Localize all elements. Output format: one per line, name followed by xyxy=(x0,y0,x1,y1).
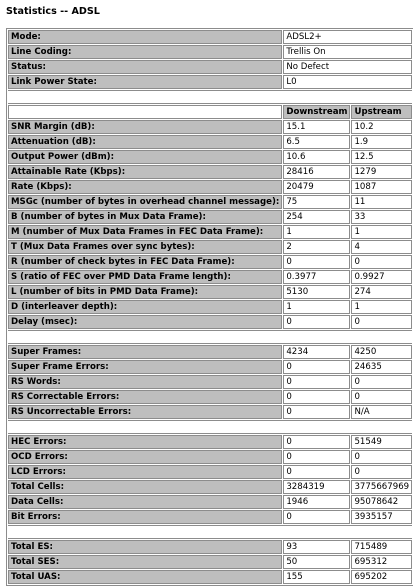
row-label: Bit Errors: xyxy=(8,510,282,524)
table-row xyxy=(8,165,412,179)
column-header-downstream: Downstream xyxy=(283,105,350,119)
table-row xyxy=(8,570,412,584)
row-label: RS Correctable Errors: xyxy=(8,390,282,404)
upstream-value: 1279 xyxy=(351,165,412,179)
downstream-value: 0.3977 xyxy=(283,270,350,284)
downstream-value: 0 xyxy=(283,255,350,269)
upstream-value: 0 xyxy=(351,375,412,389)
table-row xyxy=(8,45,412,59)
downstream-value: 155 xyxy=(283,570,350,584)
row-label: Super Frames: xyxy=(8,345,282,359)
row-label: Delay (msec): xyxy=(8,315,282,329)
row-label: Output Power (dBm): xyxy=(8,150,282,164)
row-label: T (Mux Data Frames over sync bytes): xyxy=(8,240,282,254)
downstream-value: 0 xyxy=(283,405,350,419)
upstream-value: 3775667969 xyxy=(351,480,412,494)
downstream-value: 0 xyxy=(283,360,350,374)
table-row xyxy=(8,285,412,299)
page-title: Statistics -- ADSL xyxy=(6,6,100,17)
table-row xyxy=(8,270,412,284)
status-value: L0 xyxy=(283,75,412,89)
upstream-value: 695312 xyxy=(351,555,412,569)
downstream-value: 75 xyxy=(283,195,350,209)
table-row xyxy=(8,315,412,329)
downstream-value: 0 xyxy=(283,450,350,464)
table-row xyxy=(8,180,412,194)
row-label: D (interleaver depth): xyxy=(8,300,282,314)
table-spacer xyxy=(8,525,412,539)
adsl-stats-table xyxy=(6,28,413,586)
upstream-value: 11 xyxy=(351,195,412,209)
upstream-value: 0.9927 xyxy=(351,270,412,284)
downstream-value: 28416 xyxy=(283,165,350,179)
downstream-value: 0 xyxy=(283,390,350,404)
downstream-value: 0 xyxy=(283,510,350,524)
downstream-value: 3284319 xyxy=(283,480,350,494)
upstream-value: 1 xyxy=(351,300,412,314)
row-label: Rate (Kbps): xyxy=(8,180,282,194)
upstream-value: 0 xyxy=(351,255,412,269)
table-row xyxy=(8,210,412,224)
upstream-value: 274 xyxy=(351,285,412,299)
status-value: ADSL2+ xyxy=(283,30,412,44)
row-label: LCD Errors: xyxy=(8,465,282,479)
downstream-value: 50 xyxy=(283,555,350,569)
upstream-value: 95078642 xyxy=(351,495,412,509)
upstream-value: 51549 xyxy=(351,435,412,449)
upstream-value: 4 xyxy=(351,240,412,254)
downstream-value: 10.6 xyxy=(283,150,350,164)
table-header-row xyxy=(8,105,412,119)
table-row xyxy=(8,360,412,374)
table-row xyxy=(8,555,412,569)
upstream-value: 0 xyxy=(351,450,412,464)
table-row xyxy=(8,120,412,134)
upstream-value: 4250 xyxy=(351,345,412,359)
row-label: Total UAS: xyxy=(8,570,282,584)
status-value: No Defect xyxy=(283,60,412,74)
table-row xyxy=(8,465,412,479)
table-row xyxy=(8,225,412,239)
status-label: Link Power State: xyxy=(8,75,282,89)
upstream-value: 715489 xyxy=(351,540,412,554)
downstream-value: 20479 xyxy=(283,180,350,194)
downstream-value: 0 xyxy=(283,315,350,329)
downstream-value: 4234 xyxy=(283,345,350,359)
row-label: HEC Errors: xyxy=(8,435,282,449)
downstream-value: 1 xyxy=(283,225,350,239)
status-label: Line Coding: xyxy=(8,45,282,59)
status-label: Mode: xyxy=(8,30,282,44)
table-row xyxy=(8,135,412,149)
table-row xyxy=(8,480,412,494)
downstream-value: 0 xyxy=(283,435,350,449)
table-row xyxy=(8,345,412,359)
upstream-value: 1087 xyxy=(351,180,412,194)
table-row xyxy=(8,450,412,464)
table-row xyxy=(8,495,412,509)
row-label: OCD Errors: xyxy=(8,450,282,464)
row-label: Attenuation (dB): xyxy=(8,135,282,149)
upstream-value: 33 xyxy=(351,210,412,224)
upstream-value: 0 xyxy=(351,465,412,479)
table-row xyxy=(8,150,412,164)
downstream-value: 2 xyxy=(283,240,350,254)
row-label: Total Cells: xyxy=(8,480,282,494)
upstream-value: 1 xyxy=(351,225,412,239)
table-row xyxy=(8,390,412,404)
downstream-value: 0 xyxy=(283,375,350,389)
table-row xyxy=(8,195,412,209)
downstream-value: 5130 xyxy=(283,285,350,299)
row-label: Attainable Rate (Kbps): xyxy=(8,165,282,179)
row-label: Super Frame Errors: xyxy=(8,360,282,374)
downstream-value: 1946 xyxy=(283,495,350,509)
status-value: Trellis On xyxy=(283,45,412,59)
row-label: M (number of Mux Data Frames in FEC Data Frame): xyxy=(8,225,282,239)
downstream-value: 1 xyxy=(283,300,350,314)
table-spacer xyxy=(8,90,412,104)
table-row xyxy=(8,255,412,269)
downstream-value: 254 xyxy=(283,210,350,224)
table-row xyxy=(8,540,412,554)
downstream-value: 0 xyxy=(283,465,350,479)
header-blank xyxy=(8,105,282,119)
table-spacer xyxy=(8,330,412,344)
upstream-value: 0 xyxy=(351,390,412,404)
row-label: Data Cells: xyxy=(8,495,282,509)
row-label: Total SES: xyxy=(8,555,282,569)
table-row xyxy=(8,300,412,314)
row-label: S (ratio of FEC over PMD Data Frame length): xyxy=(8,270,282,284)
upstream-value: 12.5 xyxy=(351,150,412,164)
downstream-value: 15.1 xyxy=(283,120,350,134)
table-row xyxy=(8,240,412,254)
table-row xyxy=(8,30,412,44)
upstream-value: 1.9 xyxy=(351,135,412,149)
row-label: RS Words: xyxy=(8,375,282,389)
column-header-upstream: Upstream xyxy=(351,105,412,119)
table-row xyxy=(8,375,412,389)
upstream-value: N/A xyxy=(351,405,412,419)
upstream-value: 695202 xyxy=(351,570,412,584)
upstream-value: 0 xyxy=(351,315,412,329)
table-row xyxy=(8,60,412,74)
table-spacer xyxy=(8,420,412,434)
downstream-value: 93 xyxy=(283,540,350,554)
table-row xyxy=(8,435,412,449)
upstream-value: 24635 xyxy=(351,360,412,374)
table-row xyxy=(8,75,412,89)
row-label: MSGc (number of bytes in overhead channel message): xyxy=(8,195,282,209)
row-label: L (number of bits in PMD Data Frame): xyxy=(8,285,282,299)
row-label: R (number of check bytes in FEC Data Frame): xyxy=(8,255,282,269)
status-label: Status: xyxy=(8,60,282,74)
table-row xyxy=(8,510,412,524)
table-row xyxy=(8,405,412,419)
downstream-value: 6.5 xyxy=(283,135,350,149)
upstream-value: 3935157 xyxy=(351,510,412,524)
row-label: B (number of bytes in Mux Data Frame): xyxy=(8,210,282,224)
row-label: SNR Margin (dB): xyxy=(8,120,282,134)
upstream-value: 10.2 xyxy=(351,120,412,134)
row-label: RS Uncorrectable Errors: xyxy=(8,405,282,419)
row-label: Total ES: xyxy=(8,540,282,554)
